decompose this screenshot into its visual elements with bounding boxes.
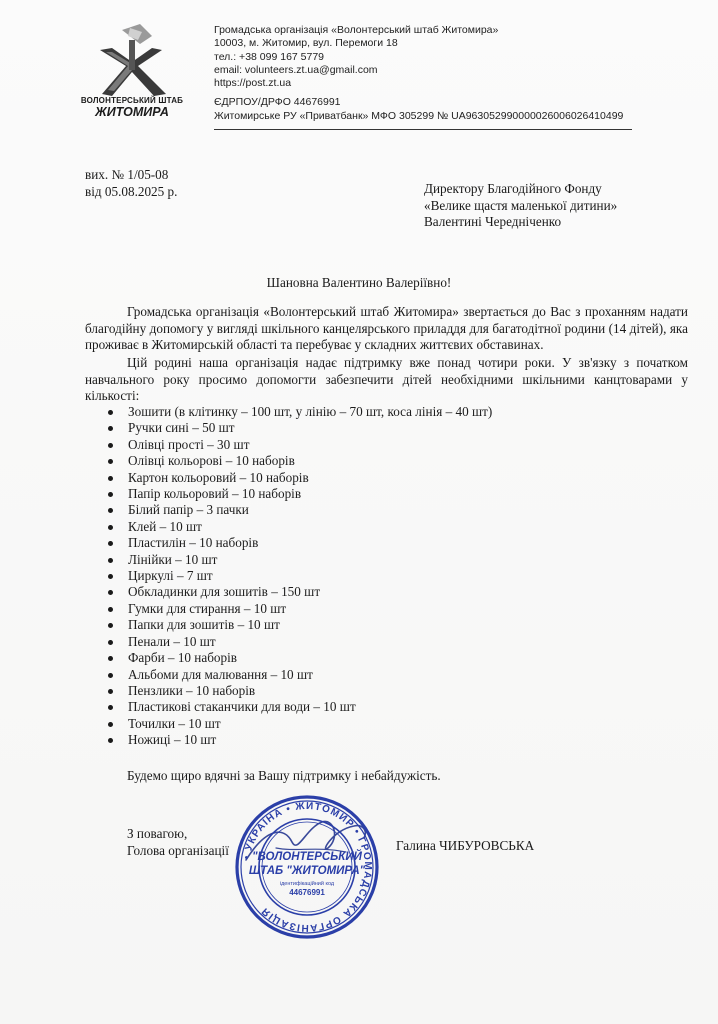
- addressee-block: [424, 181, 617, 231]
- addressee-line: Валентині Чередніченко: [424, 214, 562, 229]
- list-item: Папки для зошитів – 10 шт: [108, 617, 492, 633]
- organization-details: [214, 24, 623, 123]
- list-item: Пластилін – 10 наборів: [108, 535, 492, 551]
- stamp-ring-text: • УКРАЇНА • ЖИТОМИР • ГРОМАДСЬКА ОРГАНІЗАЦІЯ: [241, 800, 374, 934]
- list-item: Гумки для стирання – 10 шт: [108, 601, 492, 617]
- organization-stamp: [232, 792, 382, 942]
- org-email: email: volunteers.zt.ua@gmail.com: [214, 63, 378, 76]
- list-item: Альбоми для малювання – 10 шт: [108, 667, 492, 683]
- logo-caption-bottom: ЖИТОМИРА: [95, 105, 169, 119]
- outgoing-date: від 05.08.2025 р.: [85, 184, 178, 199]
- org-edrpou: ЄДРПОУ/ДРФО 44676991: [214, 96, 341, 109]
- list-item: Олівці прості – 30 шт: [108, 437, 492, 453]
- list-item: Ручки сині – 50 шт: [108, 420, 492, 436]
- list-item: Клей – 10 шт: [108, 519, 492, 535]
- support-paragraph: Цій родині наша організація надає підтримку вже понад чотири роки. У зв'язку з початком навчального року просимо допомогти забезпечити дітей необхідними шкільними канцтоварами у кількості:: [85, 355, 688, 404]
- list-item: Картон кольоровий – 10 наборів: [108, 470, 492, 486]
- header-divider: [214, 129, 632, 130]
- signer-name: Галина ЧИБУРОВСЬКА: [396, 838, 535, 853]
- stamp-center-line2: ШТАБ "ЖИТОМИРА": [248, 865, 366, 877]
- logo-caption-top: ВОЛОНТЕРСЬКИЙ ШТАБ: [80, 96, 184, 105]
- list-item: Пластикові стаканчики для води – 10 шт: [108, 699, 492, 715]
- signer-position: Голова організації: [127, 843, 229, 858]
- request-paragraph: Громадська організація «Волонтерський штаб Житомира» звертається до Вас з проханням надати благодійну допомогу у вигляді шкільного канцелярського приладдя для багатодітної родини (14 дітей), яка проживає в Житомирській області та перебуває у складних життєвих обставинах.: [85, 304, 688, 353]
- list-item: Зошити (в клітинку – 100 шт, у лінію – 70 шт, коса лінія – 40 шт): [108, 404, 492, 420]
- list-item: Ножиці – 10 шт: [108, 732, 492, 748]
- addressee-line: Директору Благодійного Фонду: [424, 181, 602, 196]
- list-item: Циркулі – 7 шт: [108, 568, 492, 584]
- list-item: Пензлики – 10 наборів: [108, 683, 492, 699]
- org-website: https://post.zt.ua: [214, 77, 292, 90]
- org-phone: тел.: +38 099 167 5779: [214, 50, 325, 63]
- list-item: Лінійки – 10 шт: [108, 552, 492, 568]
- stamp-code: 44676991: [289, 888, 325, 897]
- regards-line: З повагою,: [127, 826, 188, 841]
- stamp-center-line1: "ВОЛОНТЕРСЬКИЙ: [252, 851, 362, 863]
- list-item: Олівці кольорові – 10 наборів: [108, 453, 492, 469]
- list-item: Пенали – 10 шт: [108, 634, 492, 650]
- list-item: Фарби – 10 наборів: [108, 650, 492, 666]
- list-item: Папір кольоровий – 10 наборів: [108, 486, 492, 502]
- list-item: Білий папір – 3 пачки: [108, 502, 492, 518]
- stamp-code-label: ідентифікаційний код: [279, 881, 335, 887]
- list-item: Точилки – 10 шт: [108, 716, 492, 732]
- list-item: Обкладинки для зошитів – 150 шт: [108, 584, 492, 600]
- supplies-list: [108, 404, 492, 749]
- addressee-line: «Велике щастя маленької дитини»: [424, 197, 618, 213]
- org-address: 10003, м. Житомир, вул. Перемоги 18: [214, 37, 398, 50]
- outgoing-number: вих. № 1/05-08: [85, 167, 169, 182]
- org-bank: Житомирське РУ «Приватбанк» МФО 305299 № UA963052990000026006026410499: [214, 109, 624, 122]
- salutation: Шановна Валентино Валеріївно!: [266, 275, 452, 290]
- org-name: Громадська організація «Волонтерський штаб Житомира»: [214, 24, 499, 36]
- thanks-line: Будемо щиро вдячні за Вашу підтримку і небайдужість.: [127, 768, 441, 783]
